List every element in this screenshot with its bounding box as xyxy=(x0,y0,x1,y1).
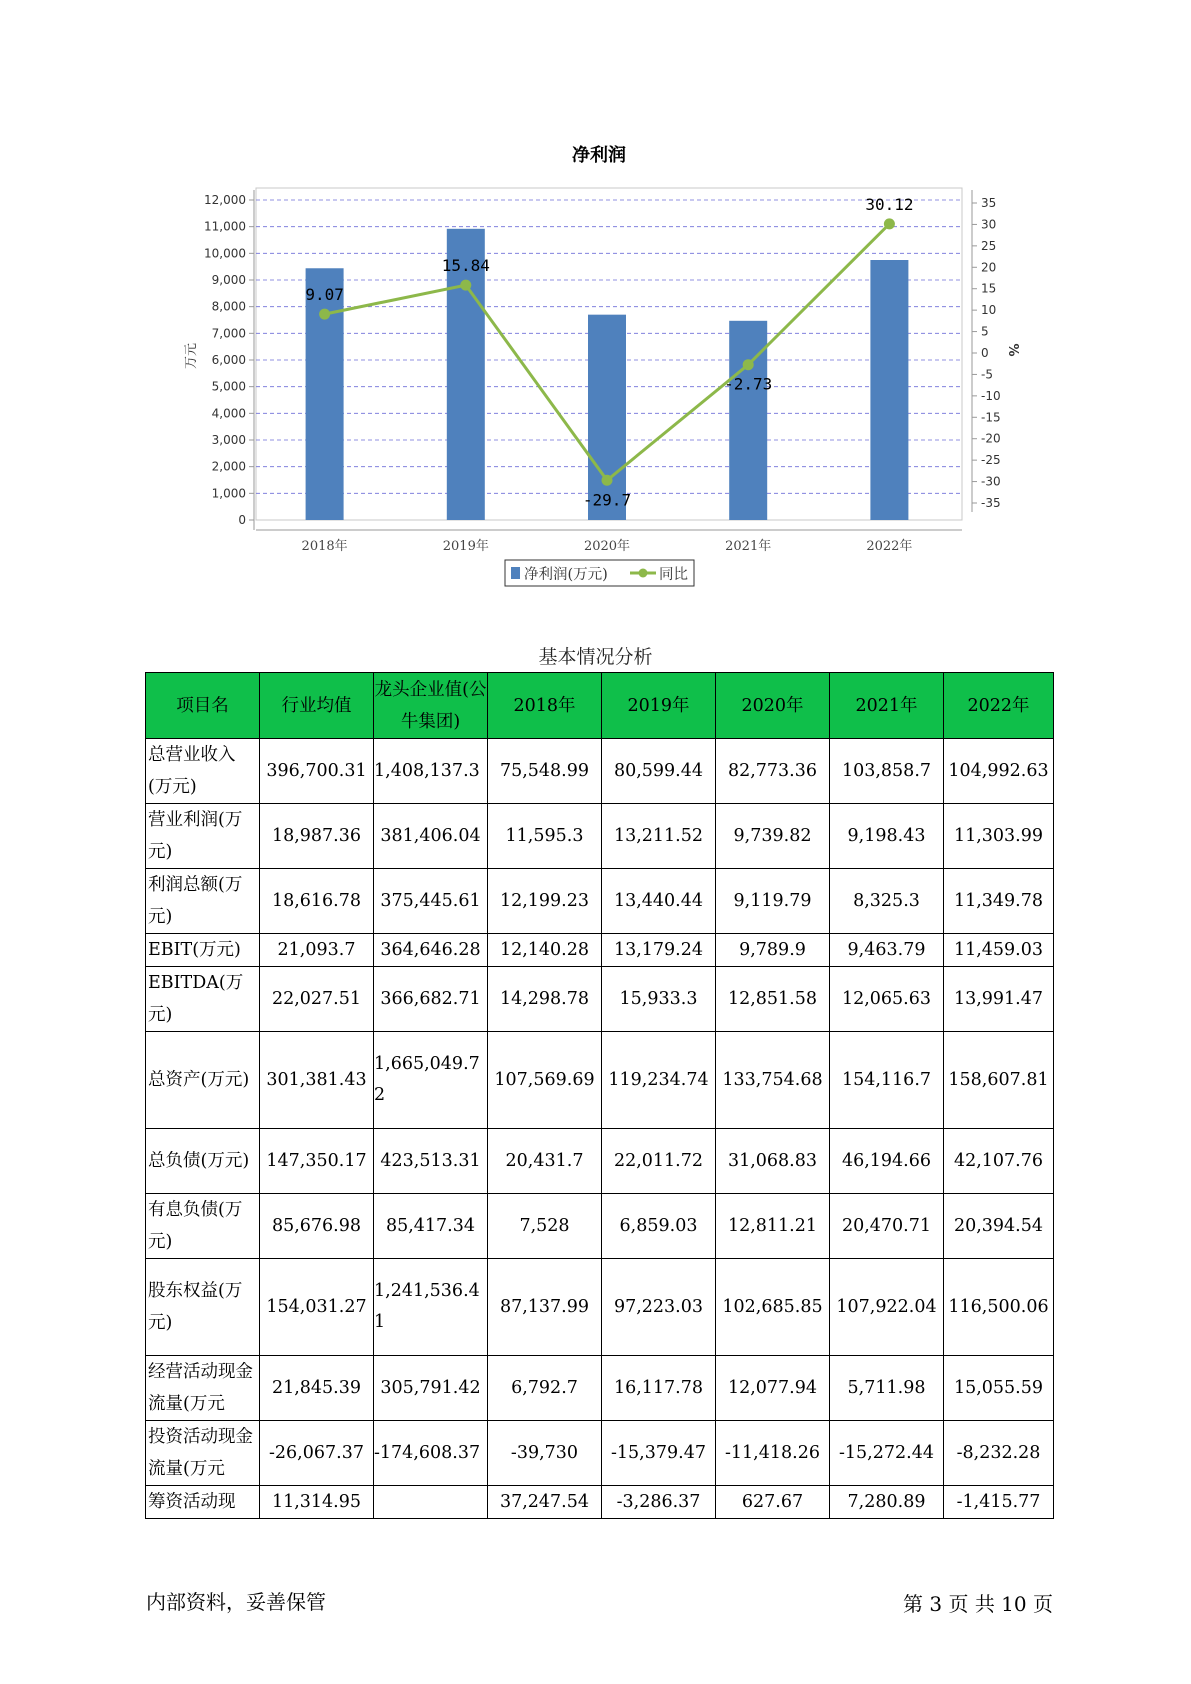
table-cell: 16,117.78 xyxy=(602,1356,716,1421)
net-profit-chart xyxy=(0,0,1191,600)
header-2021: 2021年 xyxy=(830,673,944,739)
table-cell: 366,682.71 xyxy=(374,967,488,1032)
legend-bar-label: 净利润(万元) xyxy=(524,567,608,583)
table-row xyxy=(146,1356,1054,1421)
table-cell: 158,607.81 xyxy=(944,1032,1054,1129)
table-cell: 396,700.31 xyxy=(260,739,374,804)
table-cell: 12,199.23 xyxy=(488,869,602,934)
table-cell: 1,408,137.3 xyxy=(374,739,488,804)
table-cell: 46,194.66 xyxy=(830,1129,944,1194)
row-label: 总资产(万元) xyxy=(146,1032,260,1129)
table-cell: 13,991.47 xyxy=(944,967,1054,1032)
table-cell: 11,314.95 xyxy=(260,1486,374,1519)
right-tick-label: 35 xyxy=(981,196,997,210)
table-cell: 7,280.89 xyxy=(830,1486,944,1519)
growth-point xyxy=(319,309,330,320)
header-2020: 2020年 xyxy=(716,673,830,739)
table-cell: 31,068.83 xyxy=(716,1129,830,1194)
growth-point xyxy=(884,218,895,229)
table-cell: 14,298.78 xyxy=(488,967,602,1032)
table-cell: 627.67 xyxy=(716,1486,830,1519)
table-cell: 12,851.58 xyxy=(716,967,830,1032)
table-row xyxy=(146,967,1054,1032)
table-cell: 8,325.3 xyxy=(830,869,944,934)
table-cell: 21,845.39 xyxy=(260,1356,374,1421)
table-cell: 13,440.44 xyxy=(602,869,716,934)
table-cell: 13,211.52 xyxy=(602,804,716,869)
table-cell: 75,548.99 xyxy=(488,739,602,804)
left-axis-label: 万元 xyxy=(184,342,199,370)
left-tick-label: 12,000 xyxy=(204,193,246,207)
table-cell: 9,119.79 xyxy=(716,869,830,934)
left-tick-label: 10,000 xyxy=(204,246,246,261)
table-cell: 12,065.63 xyxy=(830,967,944,1032)
table-cell: 85,676.98 xyxy=(260,1194,374,1259)
table-cell: 133,754.68 xyxy=(716,1032,830,1129)
table-row xyxy=(146,1486,1054,1519)
table-cell: -15,379.47 xyxy=(602,1421,716,1486)
table-cell: 423,513.31 xyxy=(374,1129,488,1194)
table-cell: 107,922.04 xyxy=(830,1259,944,1356)
table-cell xyxy=(374,1486,488,1519)
row-label: 总营业收入(万元) xyxy=(146,739,260,804)
table-cell: 9,198.43 xyxy=(830,804,944,869)
left-tick-label: 0 xyxy=(238,513,246,527)
table-row xyxy=(146,1129,1054,1194)
growth-label: 15.84 xyxy=(441,256,490,276)
table-cell: 22,027.51 xyxy=(260,967,374,1032)
header-2018: 2018年 xyxy=(488,673,602,739)
row-label: 营业利润(万元) xyxy=(146,804,260,869)
table-cell: -1,415.77 xyxy=(944,1486,1054,1519)
row-label: 股东权益(万元) xyxy=(146,1259,260,1356)
table-cell: 85,417.34 xyxy=(374,1194,488,1259)
table-cell: 12,811.21 xyxy=(716,1194,830,1259)
left-tick-label: 4,000 xyxy=(211,406,246,421)
table-cell: -8,232.28 xyxy=(944,1421,1054,1486)
growth-label: -29.7 xyxy=(582,490,632,510)
table-row xyxy=(146,1032,1054,1129)
row-label: 经营活动现金流量(万元 xyxy=(146,1356,260,1421)
table-row xyxy=(146,1259,1054,1356)
left-tick-label: 8,000 xyxy=(211,299,246,314)
right-tick-label: 15 xyxy=(981,281,997,296)
table-cell: 37,247.54 xyxy=(488,1486,602,1519)
table-row xyxy=(146,1421,1054,1486)
row-label: EBITDA(万元) xyxy=(146,967,260,1032)
row-label: EBIT(万元) xyxy=(146,934,260,967)
footer-confidential: 内部资料，妥善保管 xyxy=(146,1590,326,1614)
footer-page-number: 第 3 页 共 10 页 xyxy=(903,1592,1053,1616)
table-cell: 305,791.42 xyxy=(374,1356,488,1421)
table-cell: 6,859.03 xyxy=(602,1194,716,1259)
header-2019: 2019年 xyxy=(602,673,716,739)
table-cell: 11,349.78 xyxy=(944,869,1054,934)
right-tick-label: 30 xyxy=(981,217,997,232)
left-tick-label: 1,000 xyxy=(211,486,246,501)
table-cell: 375,445.61 xyxy=(374,869,488,934)
legend-line-marker xyxy=(639,569,648,578)
table-cell: -174,608.37 xyxy=(374,1421,488,1486)
x-tick-label: 2021年 xyxy=(725,539,772,554)
table-cell: -11,418.26 xyxy=(716,1421,830,1486)
x-tick-label: 2020年 xyxy=(583,539,631,554)
row-label: 有息负债(万元) xyxy=(146,1194,260,1259)
left-tick-label: 7,000 xyxy=(211,326,246,341)
table-cell: 80,599.44 xyxy=(602,739,716,804)
table-cell: 11,459.03 xyxy=(944,934,1054,967)
table-row xyxy=(146,869,1054,934)
right-axis-label: % xyxy=(1005,343,1020,357)
table-cell: 5,711.98 xyxy=(830,1356,944,1421)
table-cell: 12,077.94 xyxy=(716,1356,830,1421)
basic-analysis-table xyxy=(145,672,1054,1519)
right-y-axis xyxy=(972,190,1001,512)
table-cell: 11,303.99 xyxy=(944,804,1054,869)
chart-legend xyxy=(505,560,694,586)
table-cell: 18,616.78 xyxy=(260,869,374,934)
row-label: 筹资活动现 xyxy=(146,1486,260,1519)
table-cell: 22,011.72 xyxy=(602,1129,716,1194)
table-cell: 103,858.7 xyxy=(830,739,944,804)
table-cell: 6,792.7 xyxy=(488,1356,602,1421)
left-tick-label: 11,000 xyxy=(204,219,246,234)
table-cell: 1,665,049.72 xyxy=(374,1032,488,1129)
right-tick-label: -5 xyxy=(981,367,993,382)
row-label: 总负债(万元) xyxy=(146,1129,260,1194)
left-tick-label: 5,000 xyxy=(211,379,246,394)
legend-line-label: 同比 xyxy=(659,567,688,583)
left-tick-label: 2,000 xyxy=(211,459,246,474)
left-tick-label: 6,000 xyxy=(211,353,246,367)
table-cell: 82,773.36 xyxy=(716,739,830,804)
growth-point xyxy=(460,280,471,291)
table-cell: 18,987.36 xyxy=(260,804,374,869)
table-row xyxy=(146,804,1054,869)
table-cell: 154,116.7 xyxy=(830,1032,944,1129)
table-cell: 301,381.43 xyxy=(260,1032,374,1129)
right-tick-label: 20 xyxy=(981,260,997,275)
table-cell: 13,179.24 xyxy=(602,934,716,967)
header-leader-value: 龙头企业值(公牛集团) xyxy=(374,673,488,739)
x-tick-label: 2018年 xyxy=(301,539,348,554)
header-industry-avg: 行业均值 xyxy=(260,673,374,739)
right-tick-label: -15 xyxy=(981,410,1001,425)
table-caption: 基本情况分析 xyxy=(538,646,653,668)
growth-point xyxy=(602,475,613,486)
table-cell: 147,350.17 xyxy=(260,1129,374,1194)
table-cell: 15,055.59 xyxy=(944,1356,1054,1421)
growth-label: 9.07 xyxy=(305,285,344,305)
left-tick-label: 9,000 xyxy=(211,273,246,287)
bar xyxy=(306,268,344,520)
table-cell: 97,223.03 xyxy=(602,1259,716,1356)
right-tick-label: -35 xyxy=(981,496,1001,510)
left-y-axis xyxy=(204,190,254,530)
growth-label: 30.12 xyxy=(865,194,914,214)
right-tick-label: 25 xyxy=(981,238,997,253)
right-tick-label: -30 xyxy=(981,474,1001,489)
table-cell: 20,431.7 xyxy=(488,1129,602,1194)
left-tick-label: 3,000 xyxy=(211,433,246,447)
right-tick-label: 10 xyxy=(981,303,997,318)
row-label: 利润总额(万元) xyxy=(146,869,260,934)
table-cell: 119,234.74 xyxy=(602,1032,716,1129)
table-cell: 9,463.79 xyxy=(830,934,944,967)
right-tick-label: -25 xyxy=(981,453,1001,468)
right-tick-label: 5 xyxy=(981,324,989,339)
table-cell: 154,031.27 xyxy=(260,1259,374,1356)
table-cell: 21,093.7 xyxy=(260,934,374,967)
x-tick-label: 2022年 xyxy=(866,539,913,554)
table-cell: 9,789.9 xyxy=(716,934,830,967)
table-cell: -26,067.37 xyxy=(260,1421,374,1486)
x-axis xyxy=(256,530,962,554)
right-tick-label: -20 xyxy=(981,431,1001,446)
right-tick-label: -10 xyxy=(981,388,1001,403)
bar xyxy=(588,315,626,520)
table-header-row xyxy=(146,673,1054,739)
table-cell: 381,406.04 xyxy=(374,804,488,869)
table-row xyxy=(146,934,1054,967)
table-cell: -39,730 xyxy=(488,1421,602,1486)
x-tick-label: 2019年 xyxy=(442,539,489,554)
table-cell: -15,272.44 xyxy=(830,1421,944,1486)
growth-point xyxy=(743,359,754,370)
table-cell: -3,286.37 xyxy=(602,1486,716,1519)
table-cell: 7,528 xyxy=(488,1194,602,1259)
table-cell: 9,739.82 xyxy=(716,804,830,869)
header-2022: 2022年 xyxy=(944,673,1054,739)
table-cell: 42,107.76 xyxy=(944,1129,1054,1194)
table-cell: 104,992.63 xyxy=(944,739,1054,804)
table-row xyxy=(146,739,1054,804)
row-label: 投资活动现金流量(万元 xyxy=(146,1421,260,1486)
table-cell: 12,140.28 xyxy=(488,934,602,967)
growth-label: -2.73 xyxy=(724,374,773,394)
legend-bar-swatch xyxy=(511,567,520,579)
table-cell: 102,685.85 xyxy=(716,1259,830,1356)
table-cell: 11,595.3 xyxy=(488,804,602,869)
table-cell: 107,569.69 xyxy=(488,1032,602,1129)
table-cell: 116,500.06 xyxy=(944,1259,1054,1356)
table-cell: 87,137.99 xyxy=(488,1259,602,1356)
table-cell: 20,394.54 xyxy=(944,1194,1054,1259)
table-cell: 1,241,536.41 xyxy=(374,1259,488,1356)
bar xyxy=(870,260,908,520)
table-cell: 20,470.71 xyxy=(830,1194,944,1259)
header-item-name: 项目名 xyxy=(146,673,260,739)
table-cell: 364,646.28 xyxy=(374,934,488,967)
table-row xyxy=(146,1194,1054,1259)
chart-title: 净利润 xyxy=(572,145,626,166)
right-tick-label: 0 xyxy=(981,346,989,360)
table-cell: 15,933.3 xyxy=(602,967,716,1032)
